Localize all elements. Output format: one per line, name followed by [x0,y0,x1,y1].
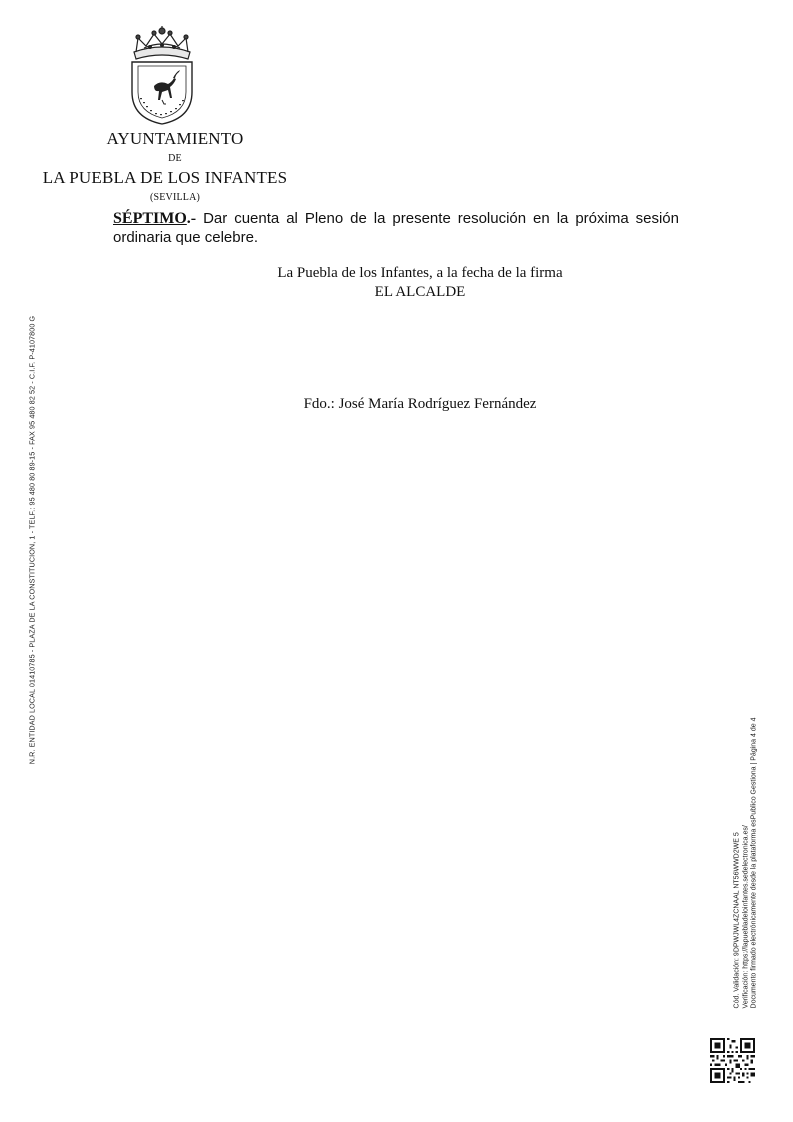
letterhead-organization: AYUNTAMIENTO [106,129,244,148]
registry-margin-text: N.R. ENTIDAD LOCAL 01410785 - PLAZA DE LA CONSTITUCION, 1 - TELF.: 95 480 80 89-15 - FAX 95 480 82 52 - C.I.F. P-4107800 G [27,315,37,765]
letterhead-town: LA PUEBLA DE LOS INFANTES [42,168,288,187]
validation-document-note: Documento firmado electrónicamente desde la plataforma esPublico Gestiona | Página 4 de 4 [750,717,758,1009]
resolution-lead: SÉPTIMO [113,210,187,227]
signature-signed-by: Fdo.: José María Rodríguez Fernández [303,396,537,412]
validation-verification-link[interactable]: Verificación: https://lapuebladeloinfantes.sedelectronica.es/ [741,825,749,1009]
qr-code-icon[interactable] [710,1038,755,1083]
validation-code: Cód. Validación: 9DPWJWL4ZCNAAL NT56WWD2WE 5 [733,832,741,1009]
validation-block [733,718,759,1009]
resolution-paragraph [113,209,679,247]
resolution-text: Dar cuenta al Pleno de la presente resolución en la próxima sesión ordinaria que celebre. [113,210,679,246]
signature-place-date: La Puebla de los Infantes, a la fecha de la firma [277,265,563,281]
letterhead-province: (SEVILLA) [149,192,201,203]
signature-role: EL ALCALDE [374,284,466,300]
resolution-separator: .- [186,210,197,227]
letterhead-connector: DE [168,153,182,164]
coat-of-arms-logo [124,26,200,126]
